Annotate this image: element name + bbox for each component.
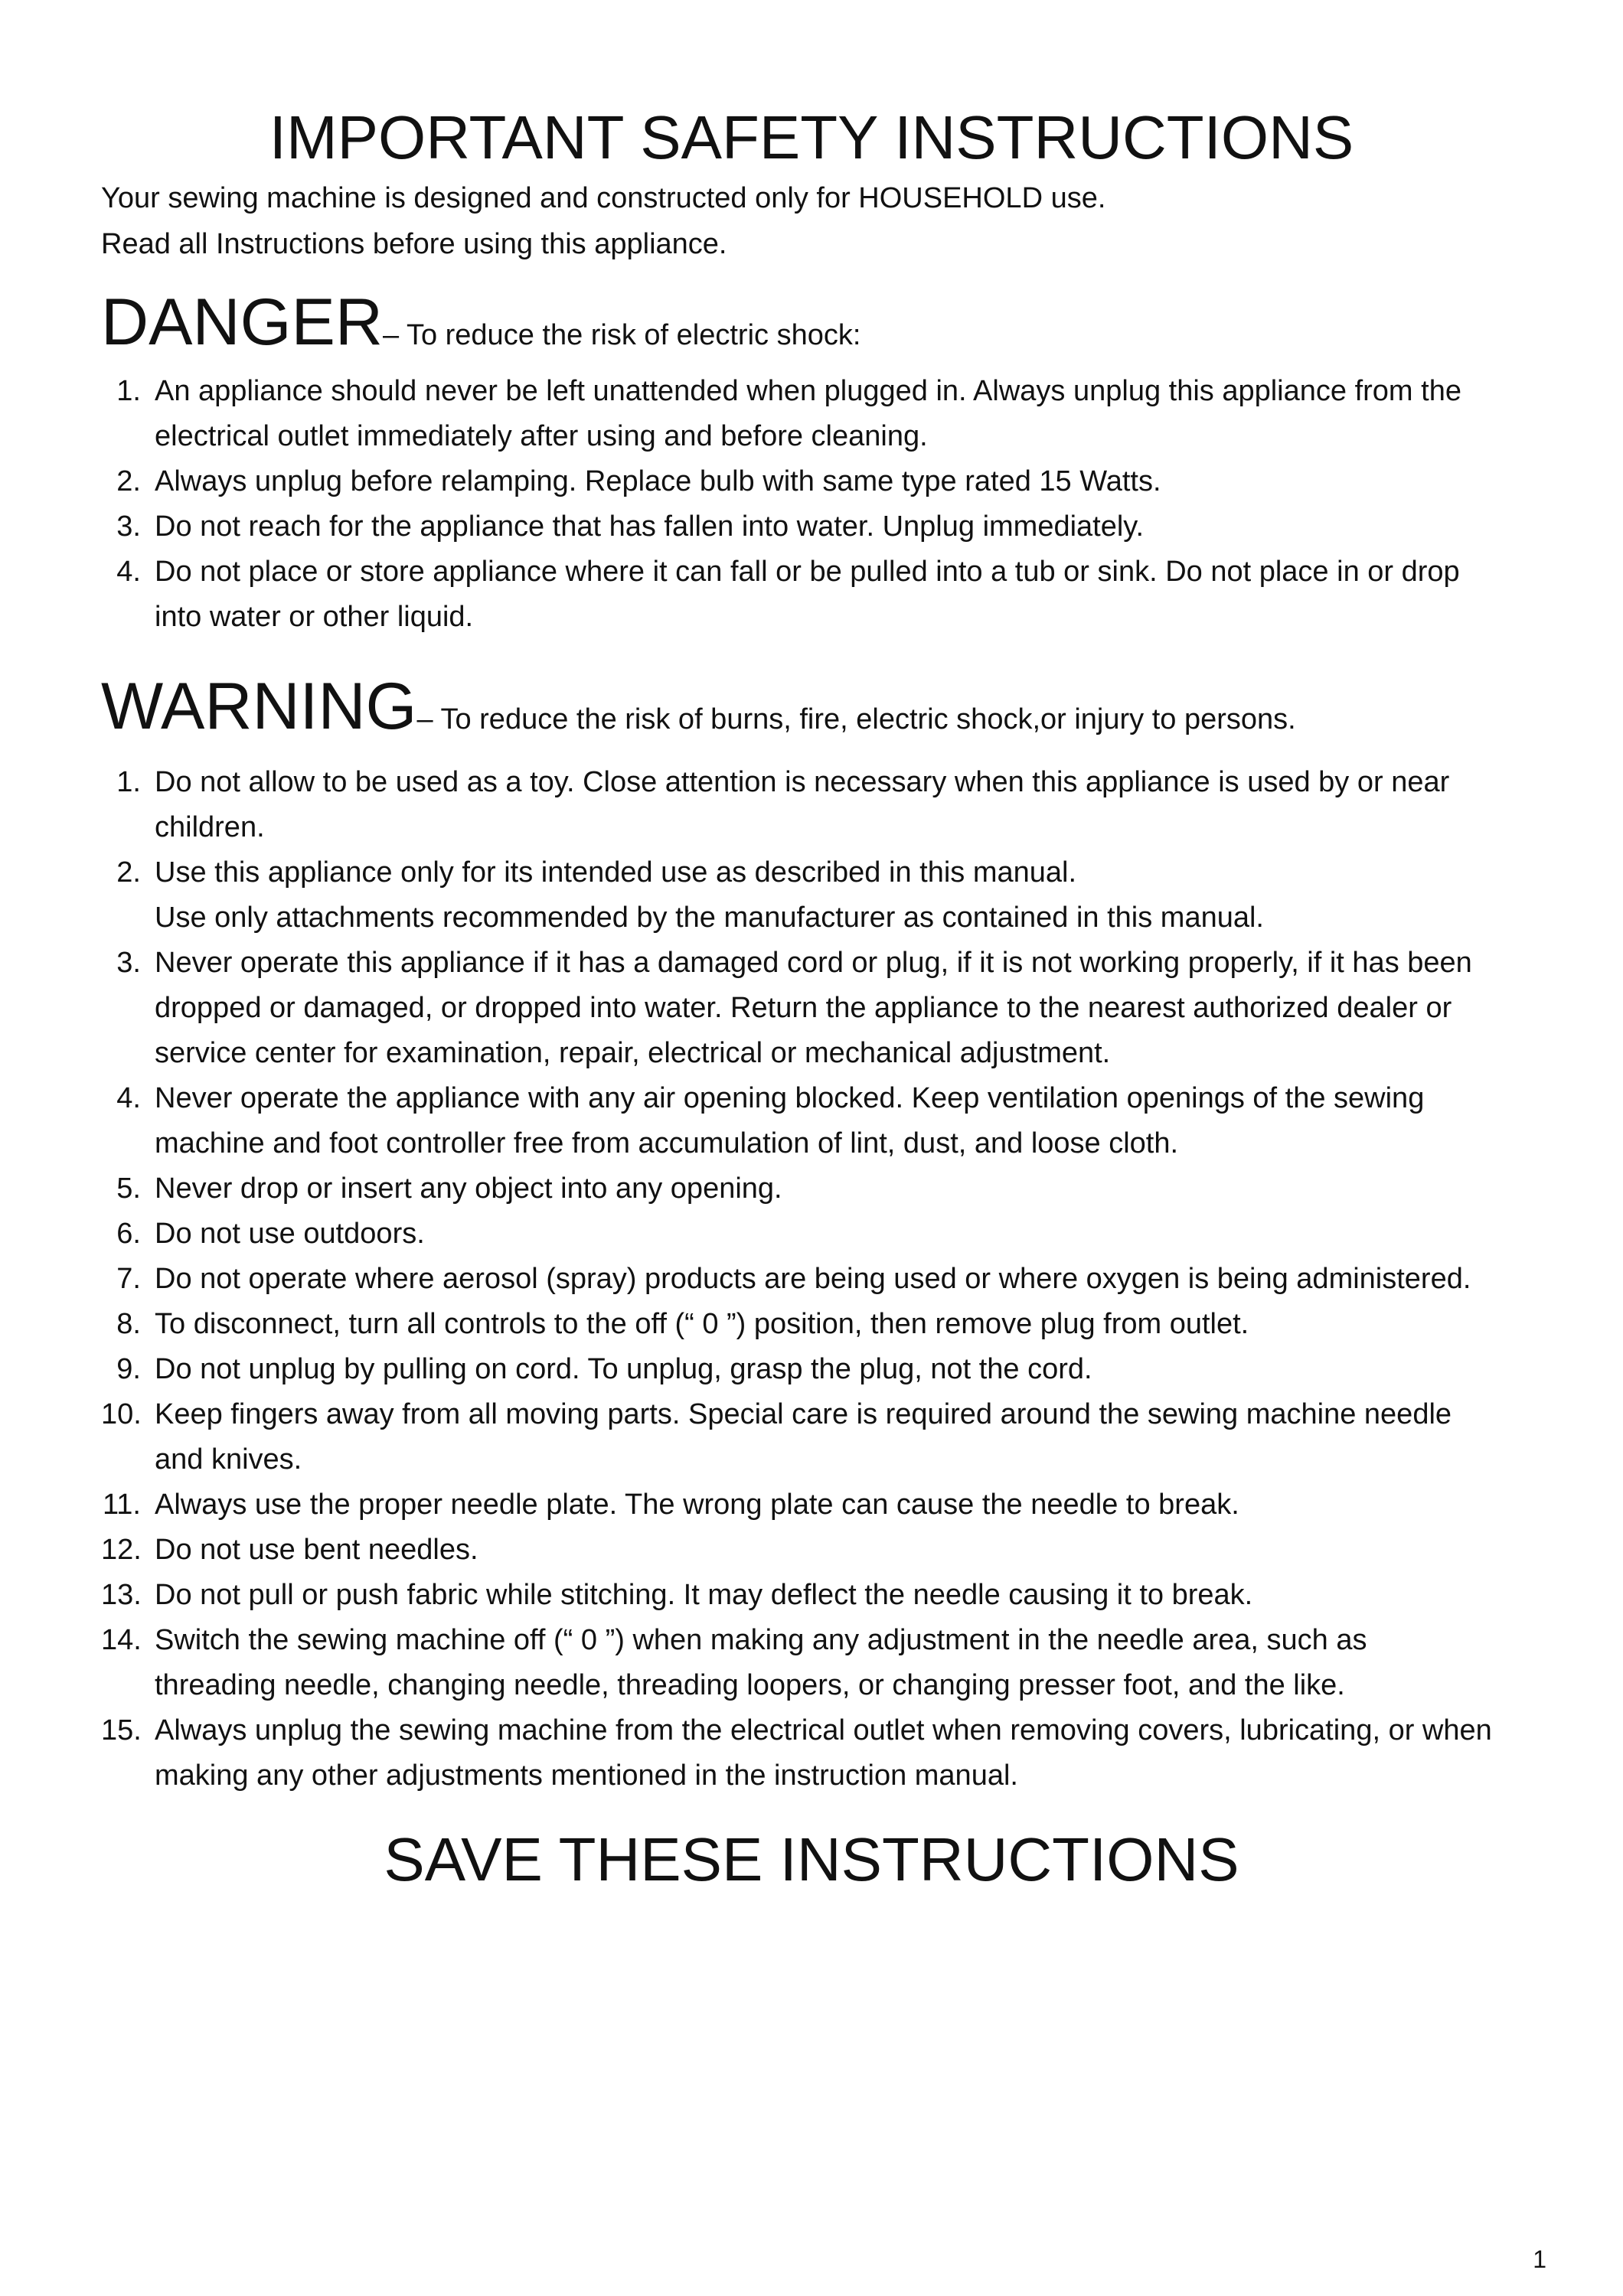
warning-item-number: 11. (102, 1489, 141, 1521)
warning-item-text-line: and knives. (155, 1443, 302, 1476)
warning-item-11 (101, 1482, 1556, 1528)
warning-item-9 (101, 1347, 1556, 1392)
warning-item-number: 10. (101, 1398, 142, 1430)
warning-item-7 (101, 1257, 1556, 1302)
warning-item-number: 9. (116, 1353, 141, 1385)
warning-item-6 (101, 1212, 1556, 1257)
danger-item-text-line: An appliance should never be left unattended when plugged in. Always unplug this appliance from the (155, 375, 1461, 407)
warning-item-text-line: machine and foot controller free from accumulation of lint, dust, and loose cloth. (155, 1127, 1179, 1159)
danger-heading-word: DANGER (101, 285, 383, 359)
warning-item-number: 2. (116, 856, 141, 889)
warning-item-number: 6. (116, 1218, 141, 1250)
warning-item-text-line: service center for examination, repair, electrical or mechanical adjustment. (155, 1037, 1111, 1069)
intro-line-read-instructions: Read all Instructions before using this appliance. (101, 228, 727, 260)
warning-item-text-line: Do not operate where aerosol (spray) products are being used or where oxygen is being administered. (155, 1263, 1471, 1295)
warning-item-text-line: Switch the sewing machine off (“ 0 ”) when making any adjustment in the needle area, such as (155, 1624, 1367, 1656)
warning-item-number: 12. (101, 1534, 142, 1566)
warning-item-text-line: Use only attachments recommended by the manufacturer as contained in this manual. (155, 902, 1264, 934)
danger-item-1 (101, 369, 1556, 459)
page-number: 1 (1533, 2245, 1546, 2273)
danger-item-2 (101, 459, 1556, 504)
danger-item-number: 3. (116, 510, 141, 543)
warning-item-text-line: threading needle, changing needle, threading loopers, or changing presser foot, and the like. (155, 1669, 1345, 1701)
warning-item-number: 5. (116, 1172, 141, 1205)
warning-list (101, 760, 1556, 1799)
warning-item-text-line: making any other adjustments mentioned in the instruction manual. (155, 1760, 1018, 1792)
danger-item-number: 2. (116, 465, 141, 497)
save-instructions-title: SAVE THESE INSTRUCTIONS (384, 1825, 1239, 1893)
danger-item-text-line: Always unplug before relamping. Replace bulb with same type rated 15 Watts. (155, 465, 1161, 497)
warning-item-5 (101, 1166, 1556, 1212)
warning-item-12 (101, 1528, 1556, 1573)
warning-item-text-line: Always use the proper needle plate. The wrong plate can cause the needle to break. (155, 1489, 1239, 1521)
warning-item-number: 1. (116, 766, 141, 798)
danger-item-number: 4. (116, 556, 141, 588)
warning-item-number: 8. (116, 1308, 141, 1340)
warning-item-3 (101, 941, 1556, 1076)
warning-item-number: 3. (116, 947, 141, 979)
warning-item-number: 13. (101, 1579, 142, 1611)
warning-item-number: 14. (101, 1624, 142, 1656)
warning-item-text-line: dropped or damaged, or dropped into water. Return the appliance to the nearest authorized dealer or (155, 992, 1452, 1024)
warning-item-8 (101, 1302, 1556, 1347)
warning-item-text-line: Do not use outdoors. (155, 1218, 425, 1250)
warning-item-text-line: Do not pull or push fabric while stitching. It may deflect the needle causing it to break. (155, 1579, 1253, 1611)
warning-item-text-line: Do not allow to be used as a toy. Close attention is necessary when this appliance is used by or near (155, 766, 1450, 798)
warning-item-15 (101, 1708, 1556, 1799)
danger-list (101, 369, 1556, 640)
warning-item-text-line: Do not use bent needles. (155, 1534, 478, 1566)
danger-subheading: – To reduce the risk of electric shock: (382, 319, 861, 351)
danger-item-number: 1. (116, 375, 141, 407)
warning-subheading: – To reduce the risk of burns, fire, electric shock,or injury to persons. (416, 703, 1296, 735)
intro-line-household: Your sewing machine is designed and constructed only for HOUSEHOLD use. (101, 182, 1106, 214)
danger-item-text-line: Do not place or store appliance where it can fall or be pulled into a tub or sink. Do not place in or drop (155, 556, 1460, 588)
warning-item-number: 7. (116, 1263, 141, 1295)
warning-item-text-line: Keep fingers away from all moving parts. Special care is required around the sewing machine needle (155, 1398, 1452, 1430)
warning-item-1 (101, 760, 1556, 850)
warning-heading-word: WARNING (101, 670, 417, 743)
warning-item-13 (101, 1573, 1556, 1618)
warning-item-4 (101, 1076, 1556, 1166)
danger-item-4 (101, 550, 1556, 640)
danger-item-text-line: into water or other liquid. (155, 601, 474, 633)
page-title: IMPORTANT SAFETY INSTRUCTIONS (269, 103, 1354, 171)
warning-item-number: 15. (101, 1714, 142, 1746)
warning-item-text-line: Always unplug the sewing machine from the electrical outlet when removing covers, lubricating, or when (155, 1714, 1492, 1746)
danger-item-3 (101, 504, 1556, 550)
warning-item-text-line: Do not unplug by pulling on cord. To unplug, grasp the plug, not the cord. (155, 1353, 1092, 1385)
warning-item-10 (101, 1392, 1556, 1482)
danger-item-text-line: Do not reach for the appliance that has fallen into water. Unplug immediately. (155, 510, 1145, 543)
warning-item-text-line: children. (155, 811, 265, 843)
warning-item-text-line: Never drop or insert any object into any opening. (155, 1172, 782, 1205)
danger-item-text-line: electrical outlet immediately after using and before cleaning. (155, 420, 928, 452)
warning-item-text-line: Never operate this appliance if it has a damaged cord or plug, if it is not working properly, if it has been (155, 947, 1472, 979)
warning-item-number: 4. (116, 1082, 141, 1114)
warning-item-14 (101, 1618, 1556, 1708)
danger-heading (101, 285, 861, 359)
warning-heading (101, 670, 1296, 743)
warning-item-2 (101, 850, 1556, 941)
warning-item-text-line: Use this appliance only for its intended use as described in this manual. (155, 856, 1077, 889)
warning-item-text-line: To disconnect, turn all controls to the off (“ 0 ”) position, then remove plug from outlet. (155, 1308, 1249, 1340)
warning-item-text-line: Never operate the appliance with any air opening blocked. Keep ventilation openings of the sewing (155, 1082, 1425, 1114)
